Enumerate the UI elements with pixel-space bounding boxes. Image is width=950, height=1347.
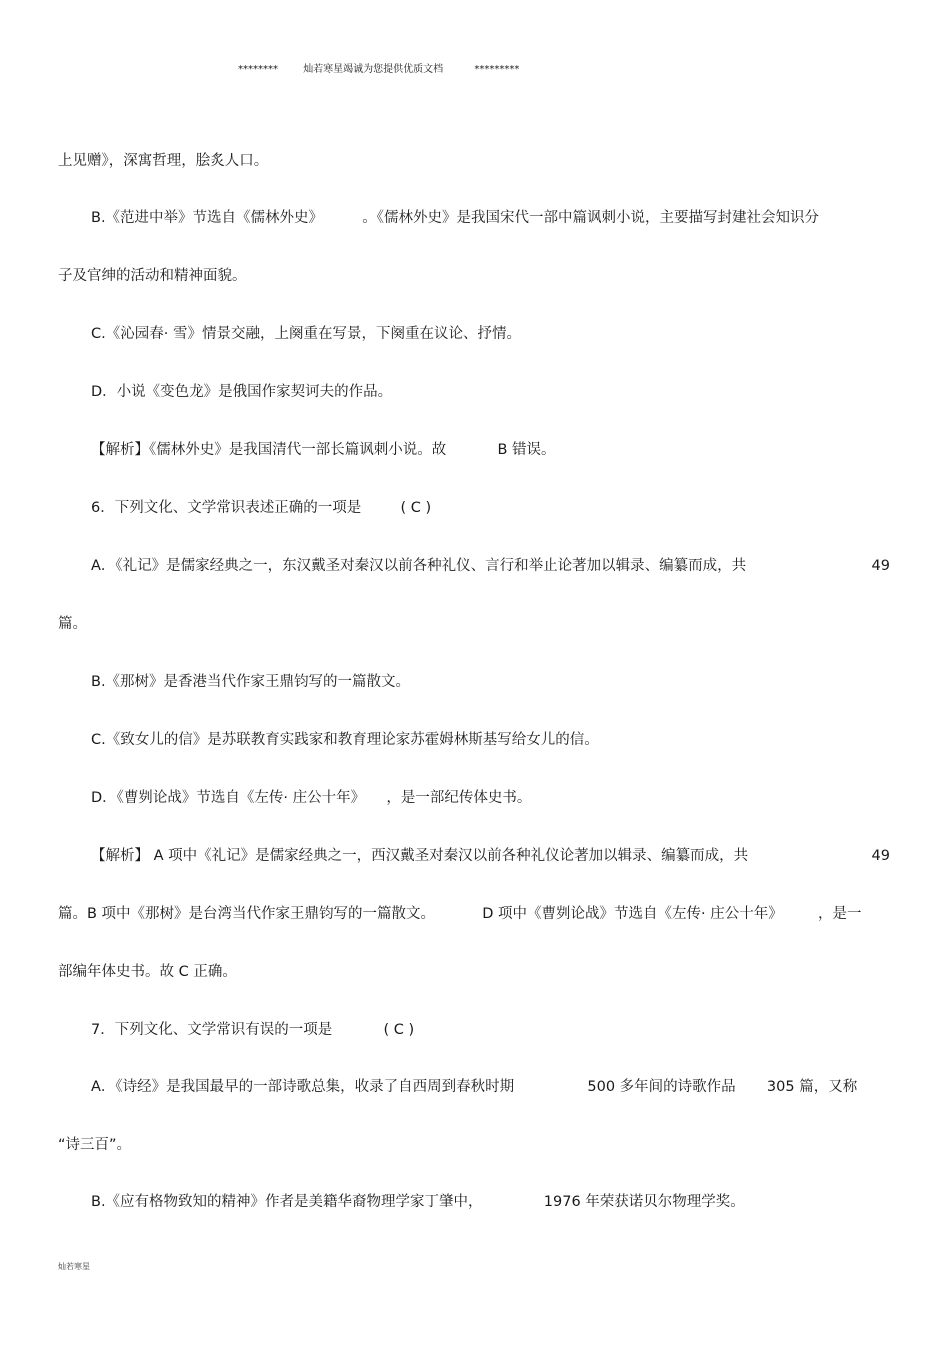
header-stars-right: ********* [474, 64, 520, 75]
text-line: 篇。 [58, 616, 87, 632]
text-line: 子及官绅的活动和精神面貌。 [58, 268, 247, 284]
option-b-part1: B.《范进中举》节选自《儒林外史》 [91, 210, 324, 226]
analysis-2: 【解析】 A 项中《礼记》是儒家经典之一，西汉戴圣对秦汉以前各种礼仪论著加以辑录、编纂而成，共 [91, 848, 749, 864]
q7-option-a-part2: 500 多年间的诗歌作品 [587, 1079, 736, 1095]
q7-option-a-part1: A．《诗经》是我国最早的一部诗歌总集，收录了自西周到春秋时期 [91, 1079, 515, 1095]
analysis-2-part2: D 项中《曹刿论战》节选自《左传· 庄公十年》 [482, 906, 783, 922]
analysis-answer: B 错误。 [497, 442, 556, 458]
question-6-answer: ( C ) [400, 500, 432, 516]
q6-option-d-part1: D．《曹刿论战》节选自《左传· 庄公十年》 [91, 790, 366, 806]
q6-option-b: B.《那树》是香港当代作家王鼎钧写的一篇散文。 [91, 674, 411, 690]
q6-option-d [91, 788, 531, 808]
analysis-2-part1: 篇。B 项中《那树》是台湾当代作家王鼎钧写的一篇散文。 [58, 906, 436, 922]
q6-option-a: A．《礼记》是儒家经典之一，东汉戴圣对秦汉以前各种礼仪、言行和举止论著加以辑录、编纂而成，共 [91, 558, 747, 574]
q7-option-a-part3: 305 篇，又称 [766, 1079, 858, 1095]
option-c-line: C.《沁园春· 雪》情景交融，上阕重在写景，下阕重在议论、抒情。 [91, 326, 521, 342]
page-header [238, 60, 519, 75]
analysis-line [91, 440, 556, 460]
analysis-2-line2 [58, 904, 862, 924]
analysis-2-line3: 部编年体史书。故 C 正确。 [58, 964, 237, 980]
analysis-text: 【解析】《儒林外史》是我国清代一部长篇讽刺小说。故 [91, 442, 447, 458]
text-line: 上见赠》，深寓哲理，脍炙人口。 [58, 153, 269, 169]
q7-option-b-part1: B.《应有格物致知的精神》作者是美籍华裔物理学家丁肇中， [91, 1194, 483, 1210]
question-6-stem: 6．下列文化、文学常识表述正确的一项是 [91, 500, 362, 516]
q7-option-a [91, 1077, 857, 1097]
page-footer: 灿若寒星 [58, 1262, 90, 1271]
q6-option-d-part2: ，是一部纪传体史书。 [386, 790, 532, 806]
q6-option-a-number: 49 [871, 558, 890, 574]
option-b-line [91, 208, 819, 228]
analysis-2-part3: ，是一 [818, 906, 862, 922]
question-6 [91, 498, 431, 518]
text-line: “诗三百”。 [58, 1137, 132, 1153]
q7-option-b-part2: 1976 年荣获诺贝尔物理学奖。 [543, 1194, 745, 1210]
q7-option-b [91, 1192, 745, 1212]
option-b-part2: 。《儒林外史》是我国宋代一部中篇讽刺小说，主要描写封建社会知识分 [362, 210, 820, 226]
q6-option-c: C.《致女儿的信》是苏联教育实践家和教育理论家苏霍姆林斯基写给女儿的信。 [91, 732, 599, 748]
question-7-answer: ( C ) [383, 1022, 415, 1038]
header-stars-left: ******** [238, 64, 278, 75]
question-7-stem: 7．下列文化、文学常识有误的一项是 [91, 1022, 333, 1038]
analysis-2-number: 49 [871, 848, 890, 864]
header-title: 灿若寒星竭诚为您提供优质文档 [303, 64, 444, 75]
question-7 [91, 1020, 414, 1040]
option-d-line: D．小说《变色龙》是俄国作家契诃夫的作品。 [91, 384, 393, 400]
